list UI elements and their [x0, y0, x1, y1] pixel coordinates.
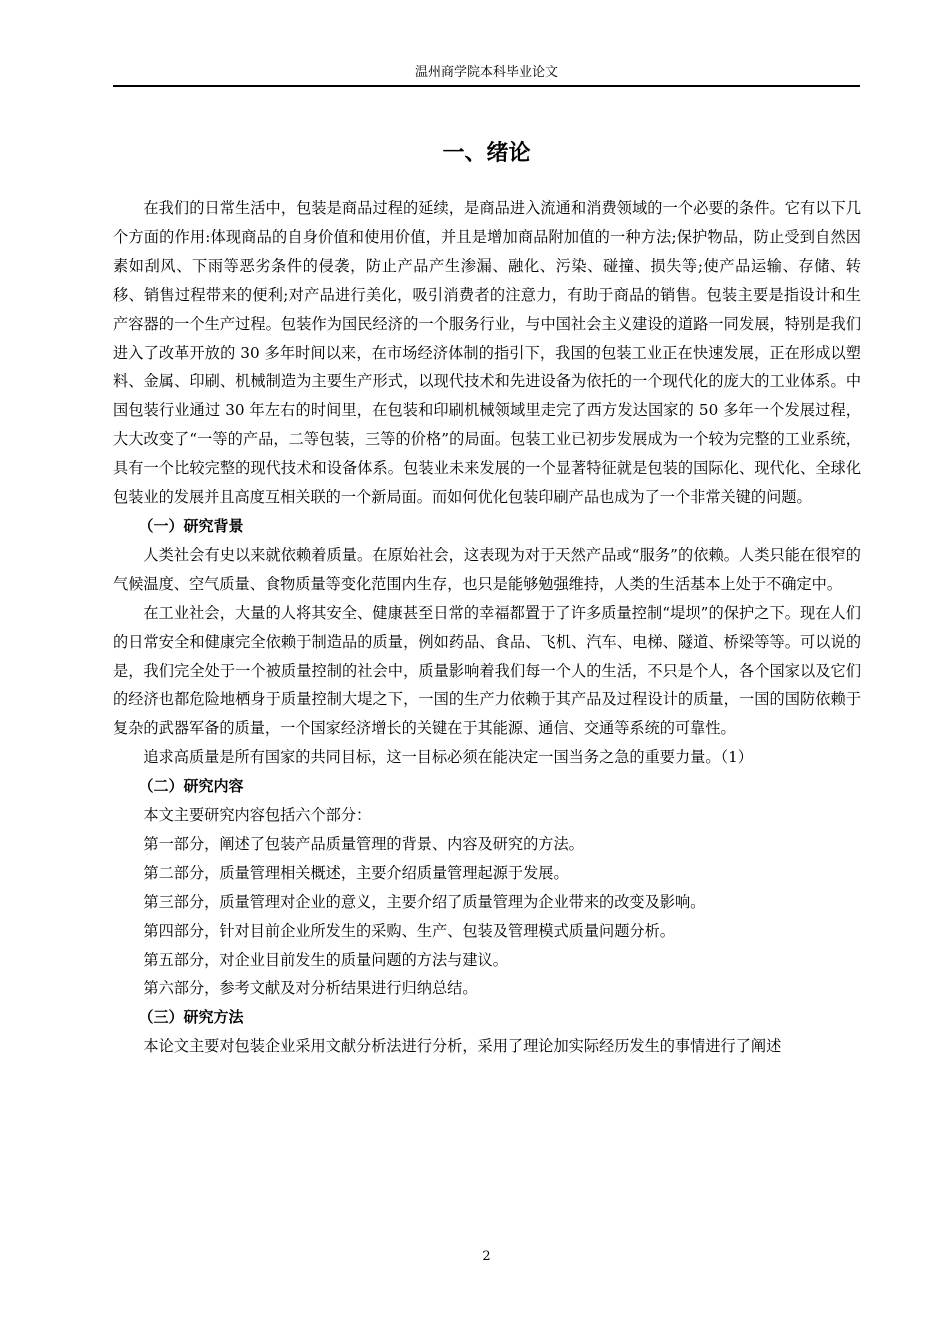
body-text: [113, 194, 861, 1061]
content-part-6: 第六部分，参考文献及对分析结果进行归纳总结。: [143, 979, 478, 998]
header-divider: [113, 85, 860, 87]
section-heading-content: （二）研究内容: [138, 777, 244, 796]
section-heading-background: （一）研究背景: [138, 516, 244, 535]
content-part-5: 第五部分，对企业目前发生的质量问题的方法与建议。: [143, 950, 508, 969]
background-paragraph-1: 人类社会有史以来就依赖着质量。在原始社会，这表现为对于天然产品或“服务”的依赖。人类只能在很窄的气候温度、空气质量、食物质量等变化范围内生存，也只是能够勉强维持，人类的生活基本上处于不确定中。: [113, 545, 861, 593]
content-part-1: 第一部分，阐述了包装产品质量管理的背景、内容及研究的方法。: [143, 834, 584, 853]
section-heading-method: （三）研究方法: [138, 1008, 244, 1027]
chapter-title: 一、绪论: [442, 141, 531, 166]
content-part-3: 第三部分，质量管理对企业的意义，主要介绍了质量管理为企业带来的改变及影响。: [143, 892, 706, 911]
background-paragraph-2: 在工业社会，大量的人将其安全、健康甚至日常的幸福都置于了许多质量控制“堤坝”的保护之下。现在人们的日常安全和健康完全依赖于制造品的质量，例如药品、食品、飞机、汽车、电梯、隧道、桥梁等等。可以说的是，我们完全处于一个被质量控制的社会中，质量影响着我们每一个人的生活，不只是个人，各个国家以及它们的经济也都危险地栖身于质量控制大堤之下，一国的生产力依赖于其产品及过程设计的质量，一国的国防依赖于复杂的武器军备的质量，一个国家经济增长的关键在于其能源、通信、交通等系统的可靠性。: [113, 603, 861, 738]
page-number: 2: [482, 1249, 491, 1264]
content-part-2: 第二部分，质量管理相关概述，主要介绍质量管理起源于发展。: [143, 863, 569, 882]
method-paragraph: 本论文主要对包装企业采用文献分析法进行分析，采用了理论加实际经历发生的事情进行了阐述: [143, 1037, 782, 1056]
background-paragraph-3: 追求高质量是所有国家的共同目标，这一目标必须在能决定一国当务之急的重要力量。（1）: [143, 748, 753, 767]
content-intro: 本文主要研究内容包括六个部分：: [143, 806, 372, 825]
running-header: 温州商学院本科毕业论文: [414, 65, 558, 80]
content-part-4: 第四部分，针对目前企业所发生的采购、生产、包装及管理模式质量问题分析。: [143, 921, 675, 940]
intro-paragraph: 在我们的日常生活中，包装是商品过程的延续，是商品进入流通和消费领域的一个必要的条件。它有以下几个方面的作用:体现商品的自身价值和使用价值，并且是增加商品附加值的一种方法;保护物品，防止受到自然因素如刮风、下雨等恶劣条件的侵袭，防止产品产生渗漏、融化、污染、碰撞、损失等;使产品运输、存储、转移、销售过程带来的便利;对产品进行美化，吸引消费者的注意力，有助于商品的销售。包装主要是指设计和生产容器的一个生产过程。包装作为国民经济的一个服务行业，与中国社会主义建设的道路一同发展，特别是我们进入了改革开放的 30 多年时间以来，在市场经济体制的指引下，我国的包装工业正在快速发展，正在形成以塑料、金属、印刷、机械制造为主要生产形式，以现代技术和先进设备为依托的一个现代化的庞大的工业体系。中国包装行业通过 30 年左右的时间里，在包装和印刷机械领域里走完了西方发达国家的 50 多年一个发展过程，大大改变了“一等的产品，二等包装，三等的价格”的局面。包装工业已初步发展成为一个较为完整的工业系统，具有一个比较完整的现代技术和设备体系。包装业未来发展的一个显著特征就是包装的国际化、现代化、全球化包装业的发展并且高度互相关联的一个新局面。而如何优化包装印刷产品也成为了一个非常关键的问题。: [113, 199, 861, 507]
